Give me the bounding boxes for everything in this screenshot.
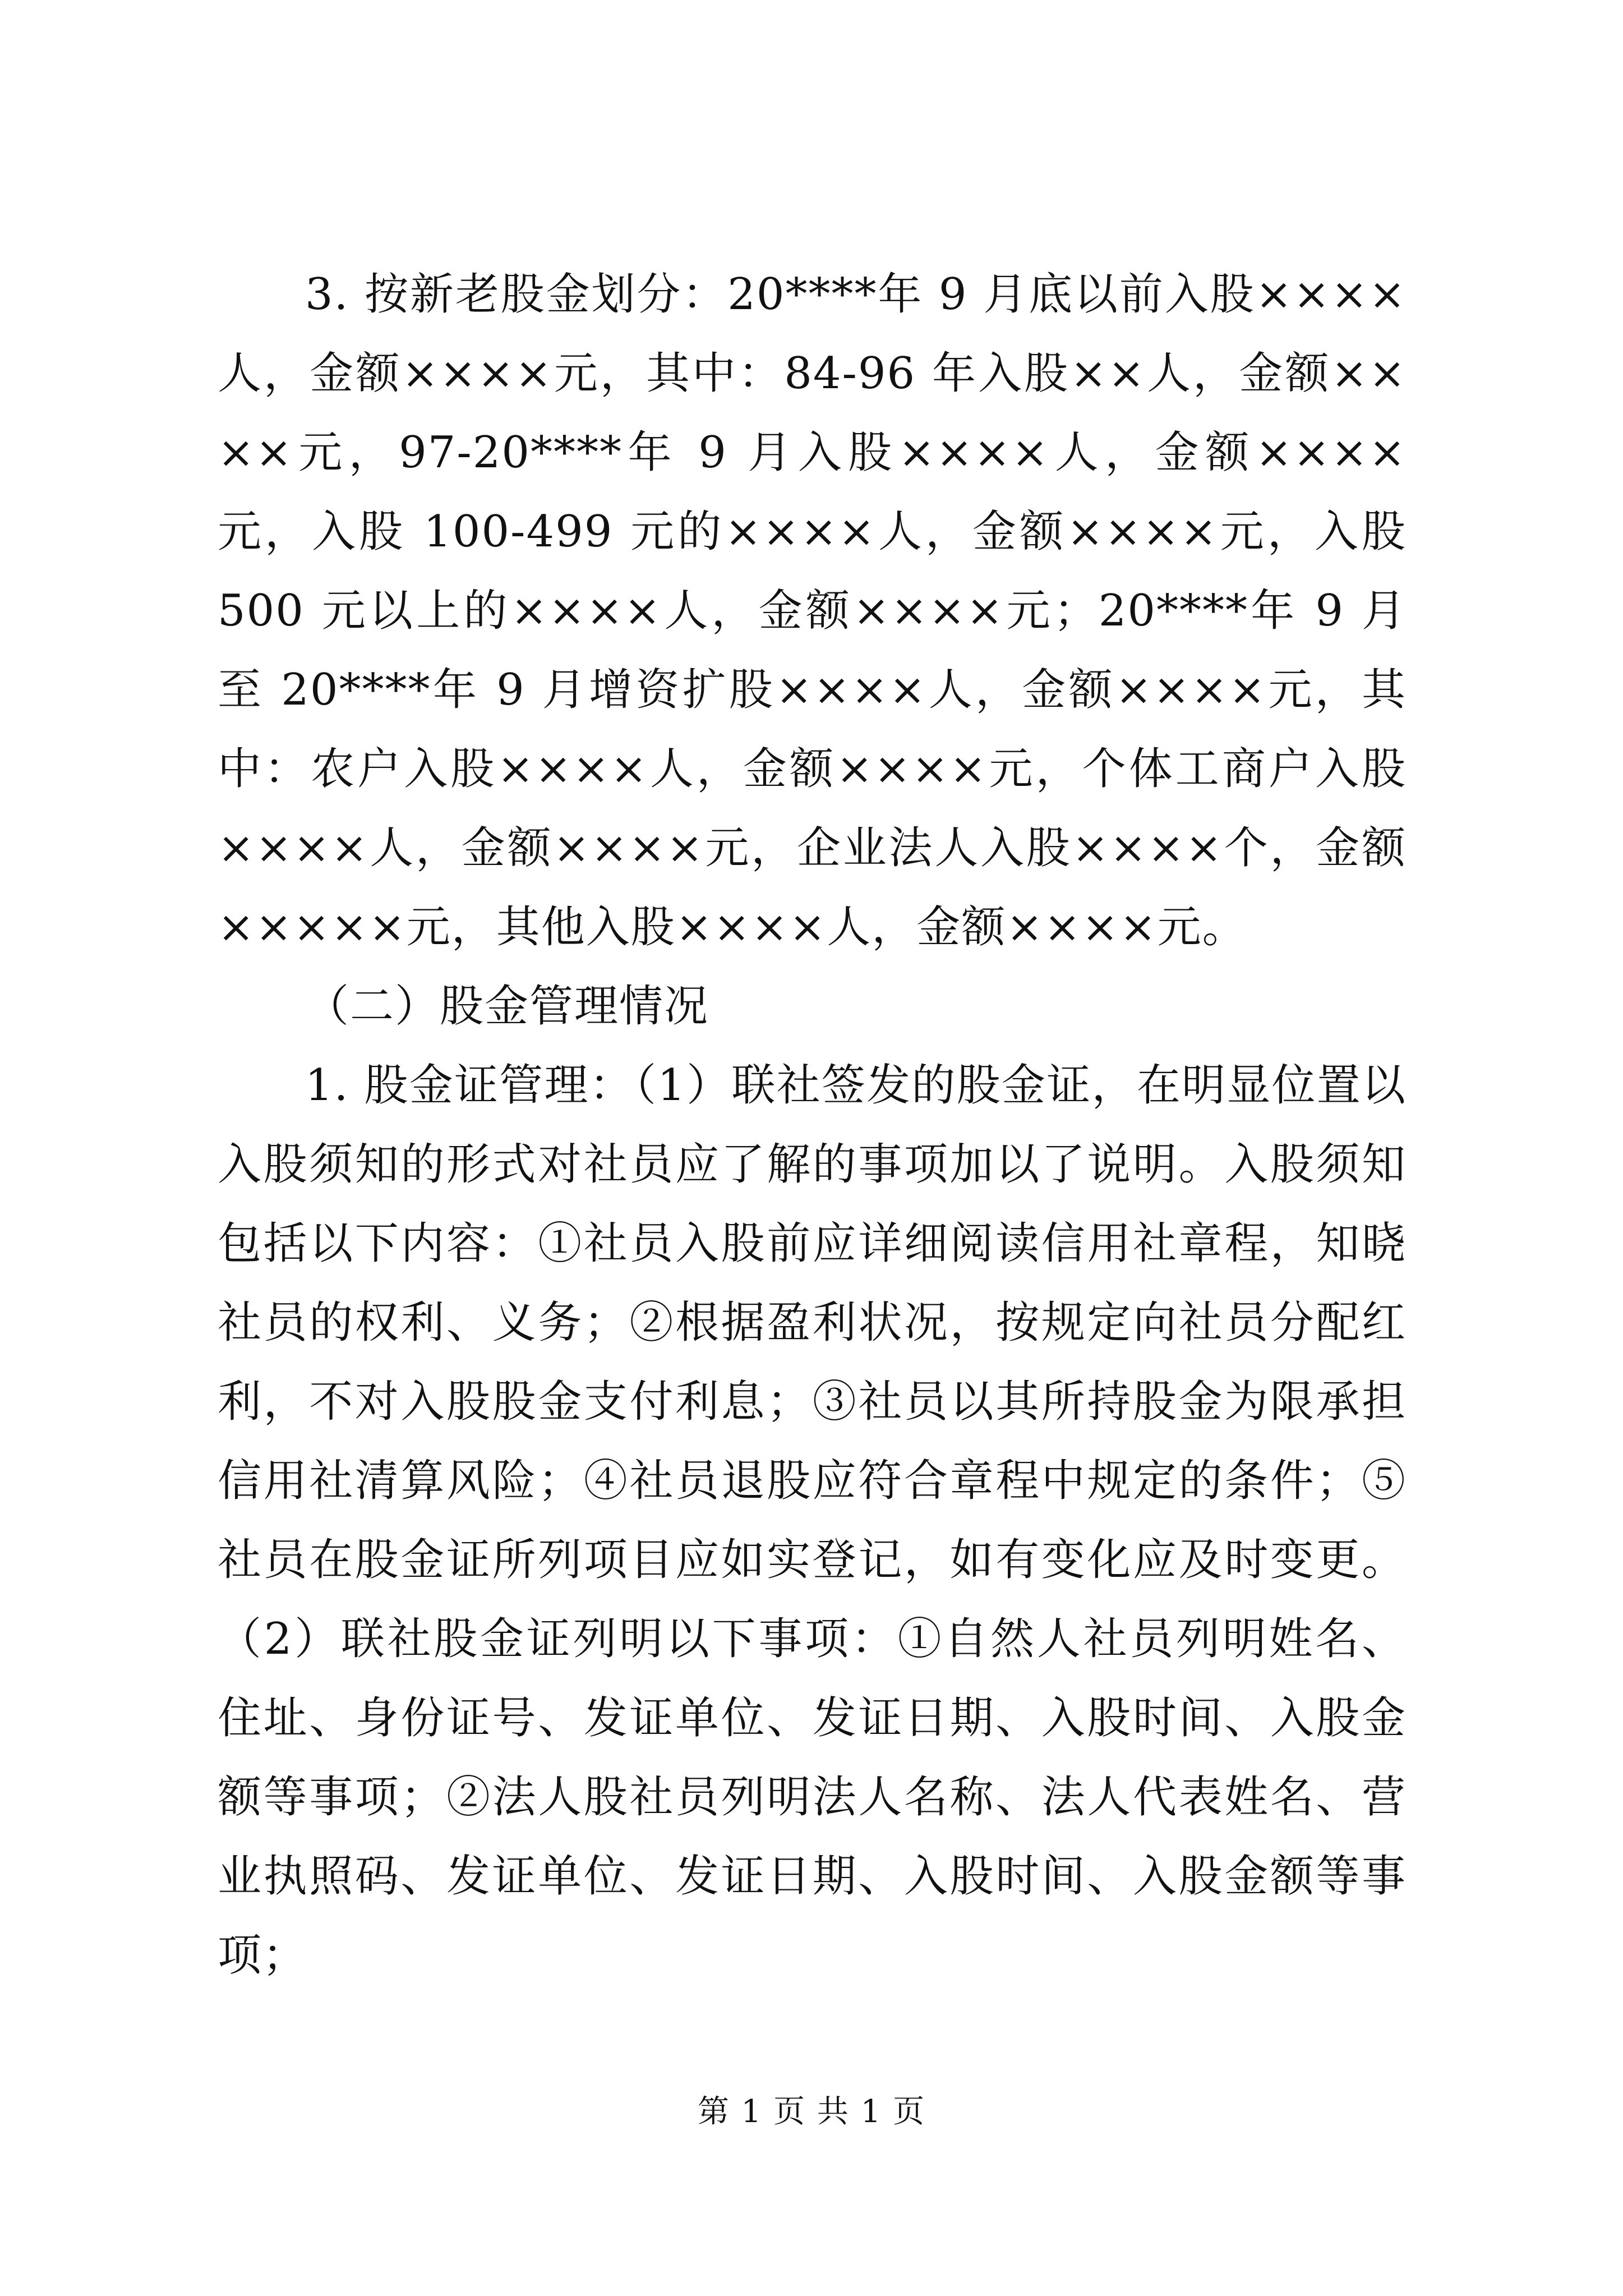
section-heading-share-management: （二）股金管理情况 (305, 981, 709, 1032)
paragraph-share-classification: 3. 按新老股金划分：20****年 9 月底以前入股××××人，金额××××元，其中：84-96 年入股××人，金额××××元，97-20****年 9 月入股××××人，金额××××元，入股 100-499 元的××××人，金额××××元，入股 500 元以上的××××人，金额××××元；20****年 9 月至 20****年 9 月增资扩股××××人，金额××××元，其中：农户入股××××人，金额××××元，个体工商户入股××××人，金额××××元，企业法人入股××××个，金额×××××元，其他入股××××人，金额××××元。 (218, 269, 1407, 953)
document-body (218, 255, 1407, 1995)
paragraph-share-certificate-management: 1. 股金证管理：（1）联社签发的股金证，在明显位置以入股须知的形式对社员应了解的事项加以了说明。入股须知包括以下内容：①社员入股前应详细阅读信用社章程，知晓社员的权利、义务；②根据盈利状况，按规定向社员分配红利，不对入股股金支付利息；③社员以其所持股金为限承担信用社清算风险；④社员退股应符合章程中规定的条件；⑤社员在股金证所列项目应如实登记，如有变化应及时变更。（2）联社股金证列明以下事项：①自然人社员列明姓名、住址、身份证号、发证单位、发证日期、入股时间、入股金额等事项；②法人股社员列明法人名称、法人代表姓名、营业执照码、发证单位、发证日期、入股时间、入股金额等事项； (218, 1060, 1407, 1981)
page-footer: 第 1 页 共 1 页 (697, 2093, 926, 2130)
